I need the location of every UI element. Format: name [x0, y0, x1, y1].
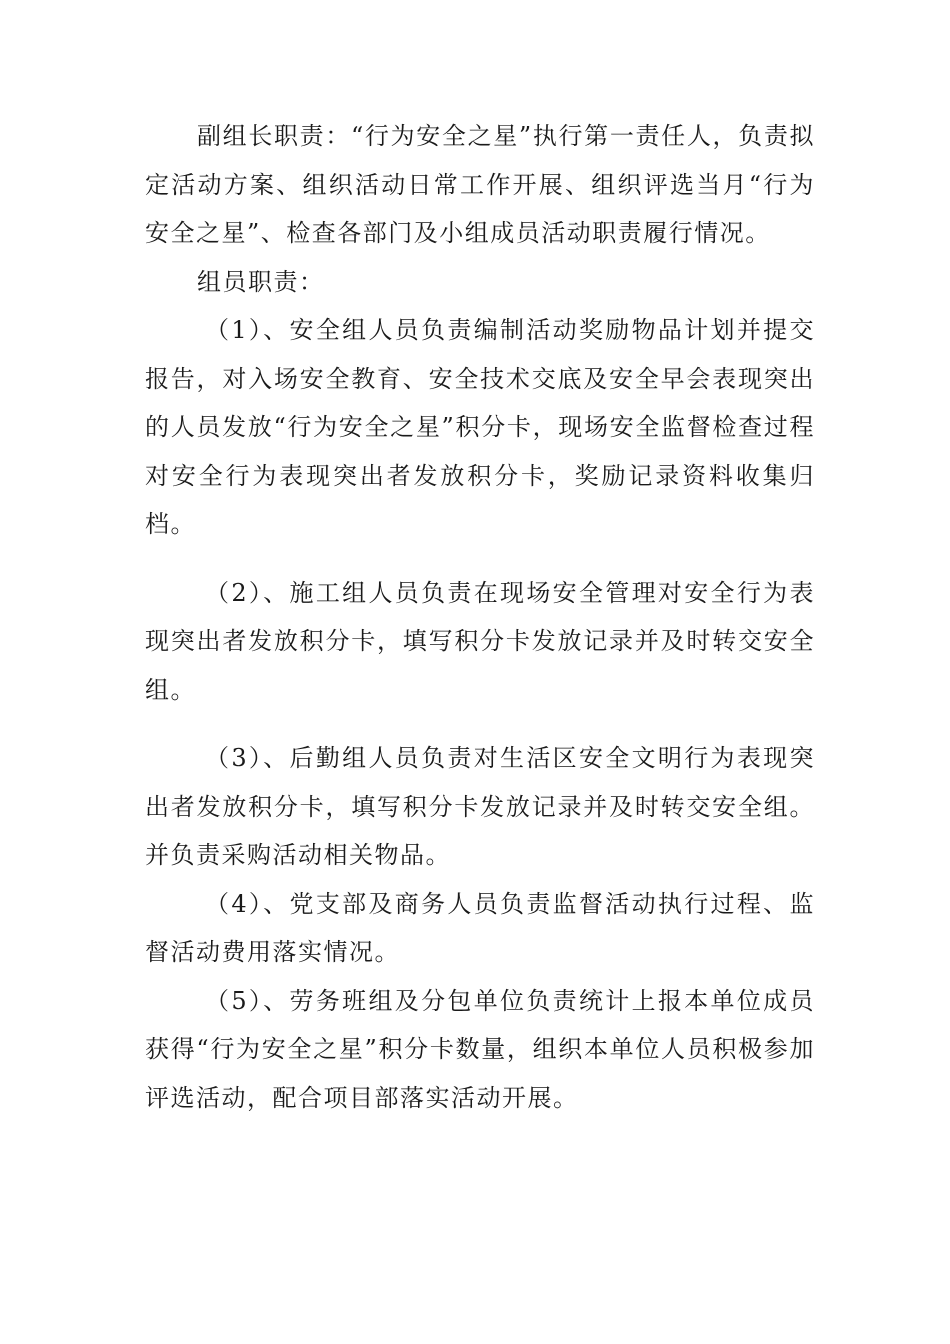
paragraph-item-3: （3）、后勤组人员负责对生活区安全文明行为表现突出者发放积分卡，填写积分卡发放记录并及时转交安全组。并负责采购活动相关物品。	[145, 744, 815, 869]
paragraph-spacer	[145, 714, 815, 734]
paragraph-vice-leader-duties: 副组长职责：“行为安全之星”执行第一责任人，负责拟定活动方案、组织活动日常工作开展、组织评选当月“行为安全之星”、检查各部门及小组成员活动职责履行情况。	[145, 122, 815, 247]
paragraph-member-duties-heading: 组员职责：	[197, 267, 325, 296]
paragraph-item-5: （5）、劳务班组及分包单位负责统计上报本单位成员获得“行为安全之星”积分卡数量，组织本单位人员积极参加评选活动，配合项目部落实活动开展。	[145, 986, 815, 1112]
paragraph-item-1: （1）、安全组人员负责编制活动奖励物品计划并提交报告，对入场安全教育、安全技术交底及安全早会表现突出的人员发放“行为安全之星”积分卡，现场安全监督检查过程对安全行为表现突出者发放积分卡，奖励记录资料收集归档。	[145, 316, 815, 538]
paragraph-item-2: （2）、施工组人员负责在现场安全管理对安全行为表现突出者发放积分卡，填写积分卡发放记录并及时转交安全组。	[145, 578, 815, 704]
document-body	[145, 112, 815, 1122]
paragraph-spacer	[145, 549, 815, 569]
paragraph-item-4: （4）、党支部及商务人员负责监督活动执行过程、监督活动费用落实情况。	[145, 889, 815, 966]
